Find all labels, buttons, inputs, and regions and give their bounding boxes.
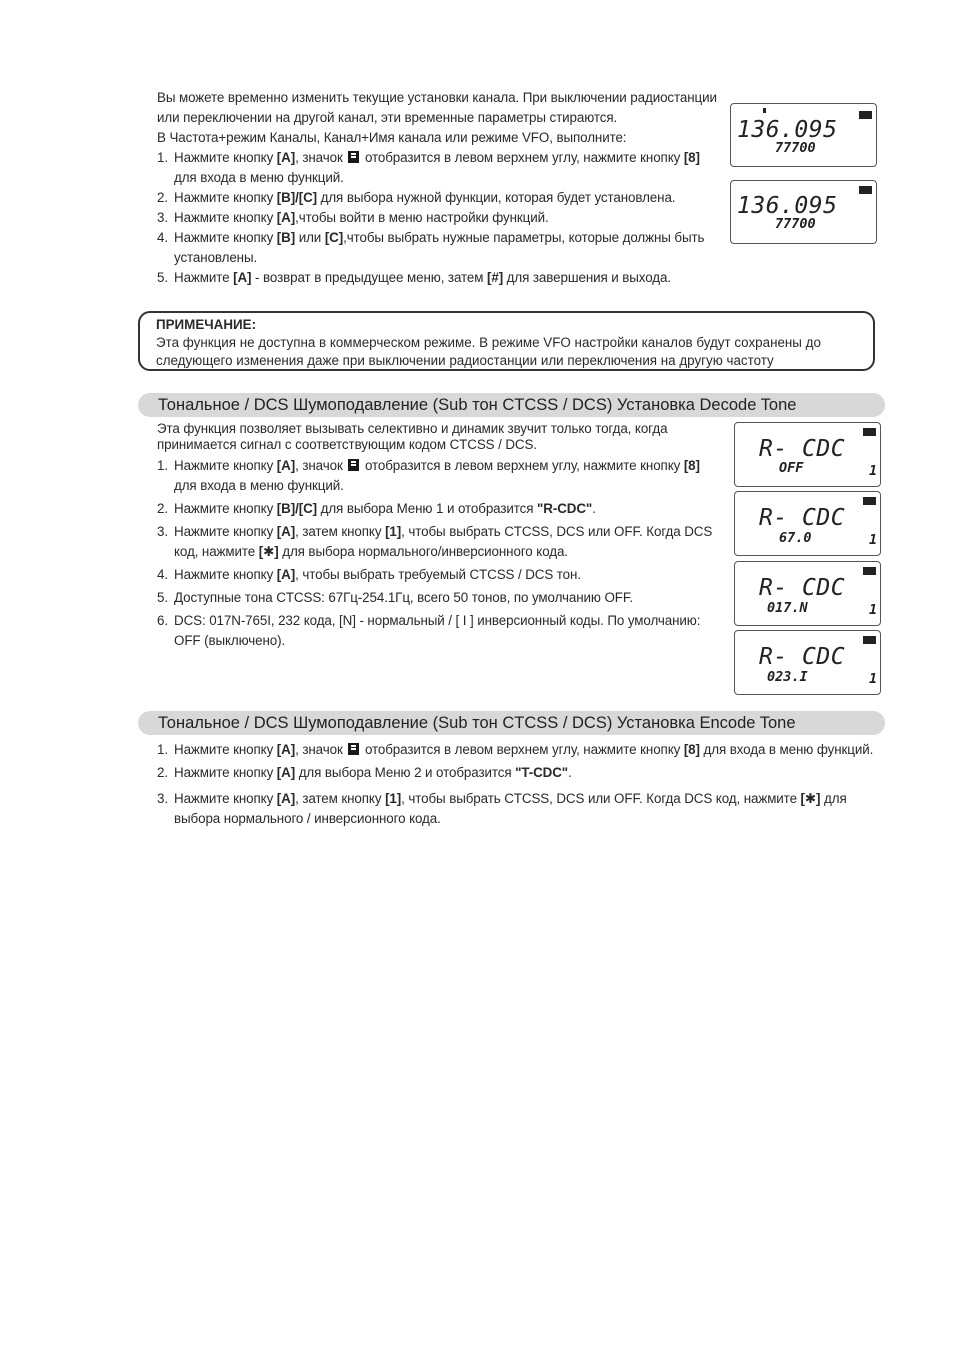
list-item: 6. DCS: 017N-765I, 232 кода, [N] - нормальный / [ I ] инверсионный коды. По умолчанию: OFF (выключено).	[157, 613, 701, 648]
lcd-value: 67.0	[779, 530, 812, 546]
battery-icon	[863, 567, 876, 575]
lcd-title: R- CDC	[759, 644, 846, 670]
encode-text	[157, 740, 883, 829]
step-number: 2.	[157, 501, 168, 516]
decode-paragraph: Эта функция позволяет вызывать селективно и динамик звучит только тогда, когда принимается сигнал с соответствующим кодом CTCSS / DCS.	[157, 421, 668, 452]
encode-steps	[157, 740, 883, 829]
step-number: 3.	[157, 791, 168, 806]
key-label: [A]	[276, 458, 296, 473]
lcd-display	[730, 103, 877, 167]
step-number: 1.	[157, 742, 168, 757]
list-item: 2. Нажмите кнопку [A] для выбора Меню 2 и отобразится "T-CDC".	[157, 763, 883, 783]
decode-steps	[157, 456, 719, 651]
battery-icon	[863, 636, 876, 644]
function-f-icon	[348, 743, 359, 755]
list-item: 1. Нажмите кнопку [A], значок отобразится в левом верхнем углу, нажмите кнопку [8] для входа в меню функций.	[157, 150, 700, 185]
battery-icon	[859, 111, 872, 119]
list-item: 3. Нажмите кнопку [A], затем кнопку [1], чтобы выбрать CTCSS, DCS или OFF. Когда DCS код, нажмите [✱] для выбора нормального / инверсионного кода.	[157, 791, 847, 826]
key-label: [A]	[276, 791, 296, 806]
intro-steps	[157, 148, 717, 288]
lcd-value: OFF	[779, 460, 804, 476]
step-number: 2.	[157, 190, 168, 205]
lcd-value: 017.N	[767, 600, 808, 616]
list-item: 5. Доступные тона CTCSS: 67Гц-254.1Гц, всего 50 тонов, по умолчанию OFF.	[157, 588, 719, 608]
key-label: [✱]	[258, 544, 279, 559]
step-number: 1.	[157, 150, 168, 165]
key-label: [8]	[683, 742, 700, 757]
battery-icon	[859, 186, 872, 194]
lcd-index: 1	[869, 671, 878, 687]
key-label: [A]	[276, 210, 296, 225]
key-label: [A]	[276, 150, 296, 165]
key-label: [B]/[C]	[276, 501, 317, 516]
list-item: 1. Нажмите кнопку [A], значок отобразится в левом верхнем углу, нажмите кнопку [8] для входа в меню функций.	[157, 740, 883, 760]
function-f-icon	[348, 151, 359, 163]
intro-text	[157, 88, 717, 288]
key-label: [1]	[385, 524, 402, 539]
step-number: 3.	[157, 210, 168, 225]
lcd-title: R- CDC	[759, 505, 846, 531]
battery-icon	[863, 497, 876, 505]
key-label: [B]	[276, 230, 296, 245]
key-label: [C]	[324, 230, 344, 245]
lcd-subtext: 77700	[775, 216, 816, 232]
lcd-index: 1	[869, 602, 878, 618]
lcd-title: R- CDC	[759, 575, 846, 601]
list-item: 1. Нажмите кнопку [A], значок отобразится в левом верхнем углу, нажмите кнопку [8] для входа в меню функций.	[157, 458, 700, 493]
function-f-icon	[348, 459, 359, 471]
lcd-display	[734, 630, 881, 695]
key-label: [A]	[276, 524, 296, 539]
list-item: 2. Нажмите кнопку [B]/[C] для выбора нужной функции, которая будет установлена.	[157, 188, 717, 208]
step-number: 5.	[157, 270, 168, 285]
list-item: 5. Нажмите [A] - возврат в предыдущее меню, затем [#] для завершения и выхода.	[157, 268, 717, 288]
key-label: [A]	[276, 742, 296, 757]
list-item: 4. Нажмите кнопку [A], чтобы выбрать требуемый CTCSS / DCS тон.	[157, 565, 719, 585]
key-label: [A]	[276, 765, 296, 780]
section-header-decode: Тональное / DCS Шумоподавление (Sub тон CTCSS / DCS) Установка Decode Tone	[138, 393, 885, 417]
step-number: 2.	[157, 765, 168, 780]
key-label: [B]/[C]	[276, 190, 317, 205]
step-number: 4.	[157, 230, 168, 245]
lcd-display	[734, 422, 881, 487]
key-label: [A]	[233, 270, 252, 285]
key-label: [✱]	[800, 791, 821, 806]
battery-icon	[863, 428, 876, 436]
key-label: "R-CDC"	[537, 501, 593, 516]
lcd-title: R- CDC	[759, 436, 846, 462]
list-item: 3. Нажмите кнопку [A],чтобы войти в меню настройки функций.	[157, 208, 717, 228]
lcd-display	[734, 491, 881, 556]
key-label: [1]	[385, 791, 402, 806]
key-label: "T-CDC"	[515, 765, 569, 780]
lcd-index: 1	[869, 463, 878, 479]
note-title: ПРИМЕЧАНИЕ:	[156, 317, 257, 332]
lcd-frequency: 136.095	[737, 193, 838, 219]
intro-paragraph-2: В Частота+режим Каналы, Канал+Имя канала или режиме VFO, выполните:	[157, 130, 627, 145]
step-number: 6.	[157, 613, 168, 628]
lcd-display	[730, 180, 877, 244]
list-item: 2. Нажмите кнопку [B]/[C] для выбора Меню 1 и отобразится "R-CDC".	[157, 499, 719, 519]
note-text: Эта функция не доступна в коммерческом режиме. В режиме VFO настройки каналов будут сохранены до следующего изменения даже при выключении радиостанции или переключения на другую частоту	[156, 335, 821, 368]
signal-icon	[763, 108, 766, 113]
lcd-index: 1	[869, 532, 878, 548]
lcd-value: 023.I	[767, 669, 808, 685]
list-item: 4. Нажмите кнопку [B] или [C],чтобы выбрать нужные параметры, которые должны быть установлены.	[157, 230, 705, 265]
lcd-display	[734, 561, 881, 626]
key-label: [8]	[683, 150, 700, 165]
section-header-encode: Тональное / DCS Шумоподавление (Sub тон CTCSS / DCS) Установка Encode Tone	[138, 711, 885, 735]
key-label: [A]	[276, 567, 296, 582]
lcd-subtext: 77700	[775, 140, 816, 156]
key-label: [#]	[486, 270, 504, 285]
key-label: [8]	[683, 458, 700, 473]
decode-text	[157, 421, 719, 651]
note-box	[138, 311, 875, 371]
intro-paragraph-1: Вы можете временно изменить текущие установки канала. При выключении радиостанции или переключении на другой канал, эти временные параметры стираются.	[157, 90, 717, 125]
lcd-frequency: 136.095	[737, 117, 838, 143]
step-number: 4.	[157, 567, 168, 582]
step-number: 5.	[157, 590, 168, 605]
step-number: 1.	[157, 458, 168, 473]
list-item: 3. Нажмите кнопку [A], затем кнопку [1], чтобы выбрать CTCSS, DCS или OFF. Когда DCS код, нажмите [✱] для выбора нормального/инверсионного кода.	[157, 524, 713, 559]
step-number: 3.	[157, 524, 168, 539]
